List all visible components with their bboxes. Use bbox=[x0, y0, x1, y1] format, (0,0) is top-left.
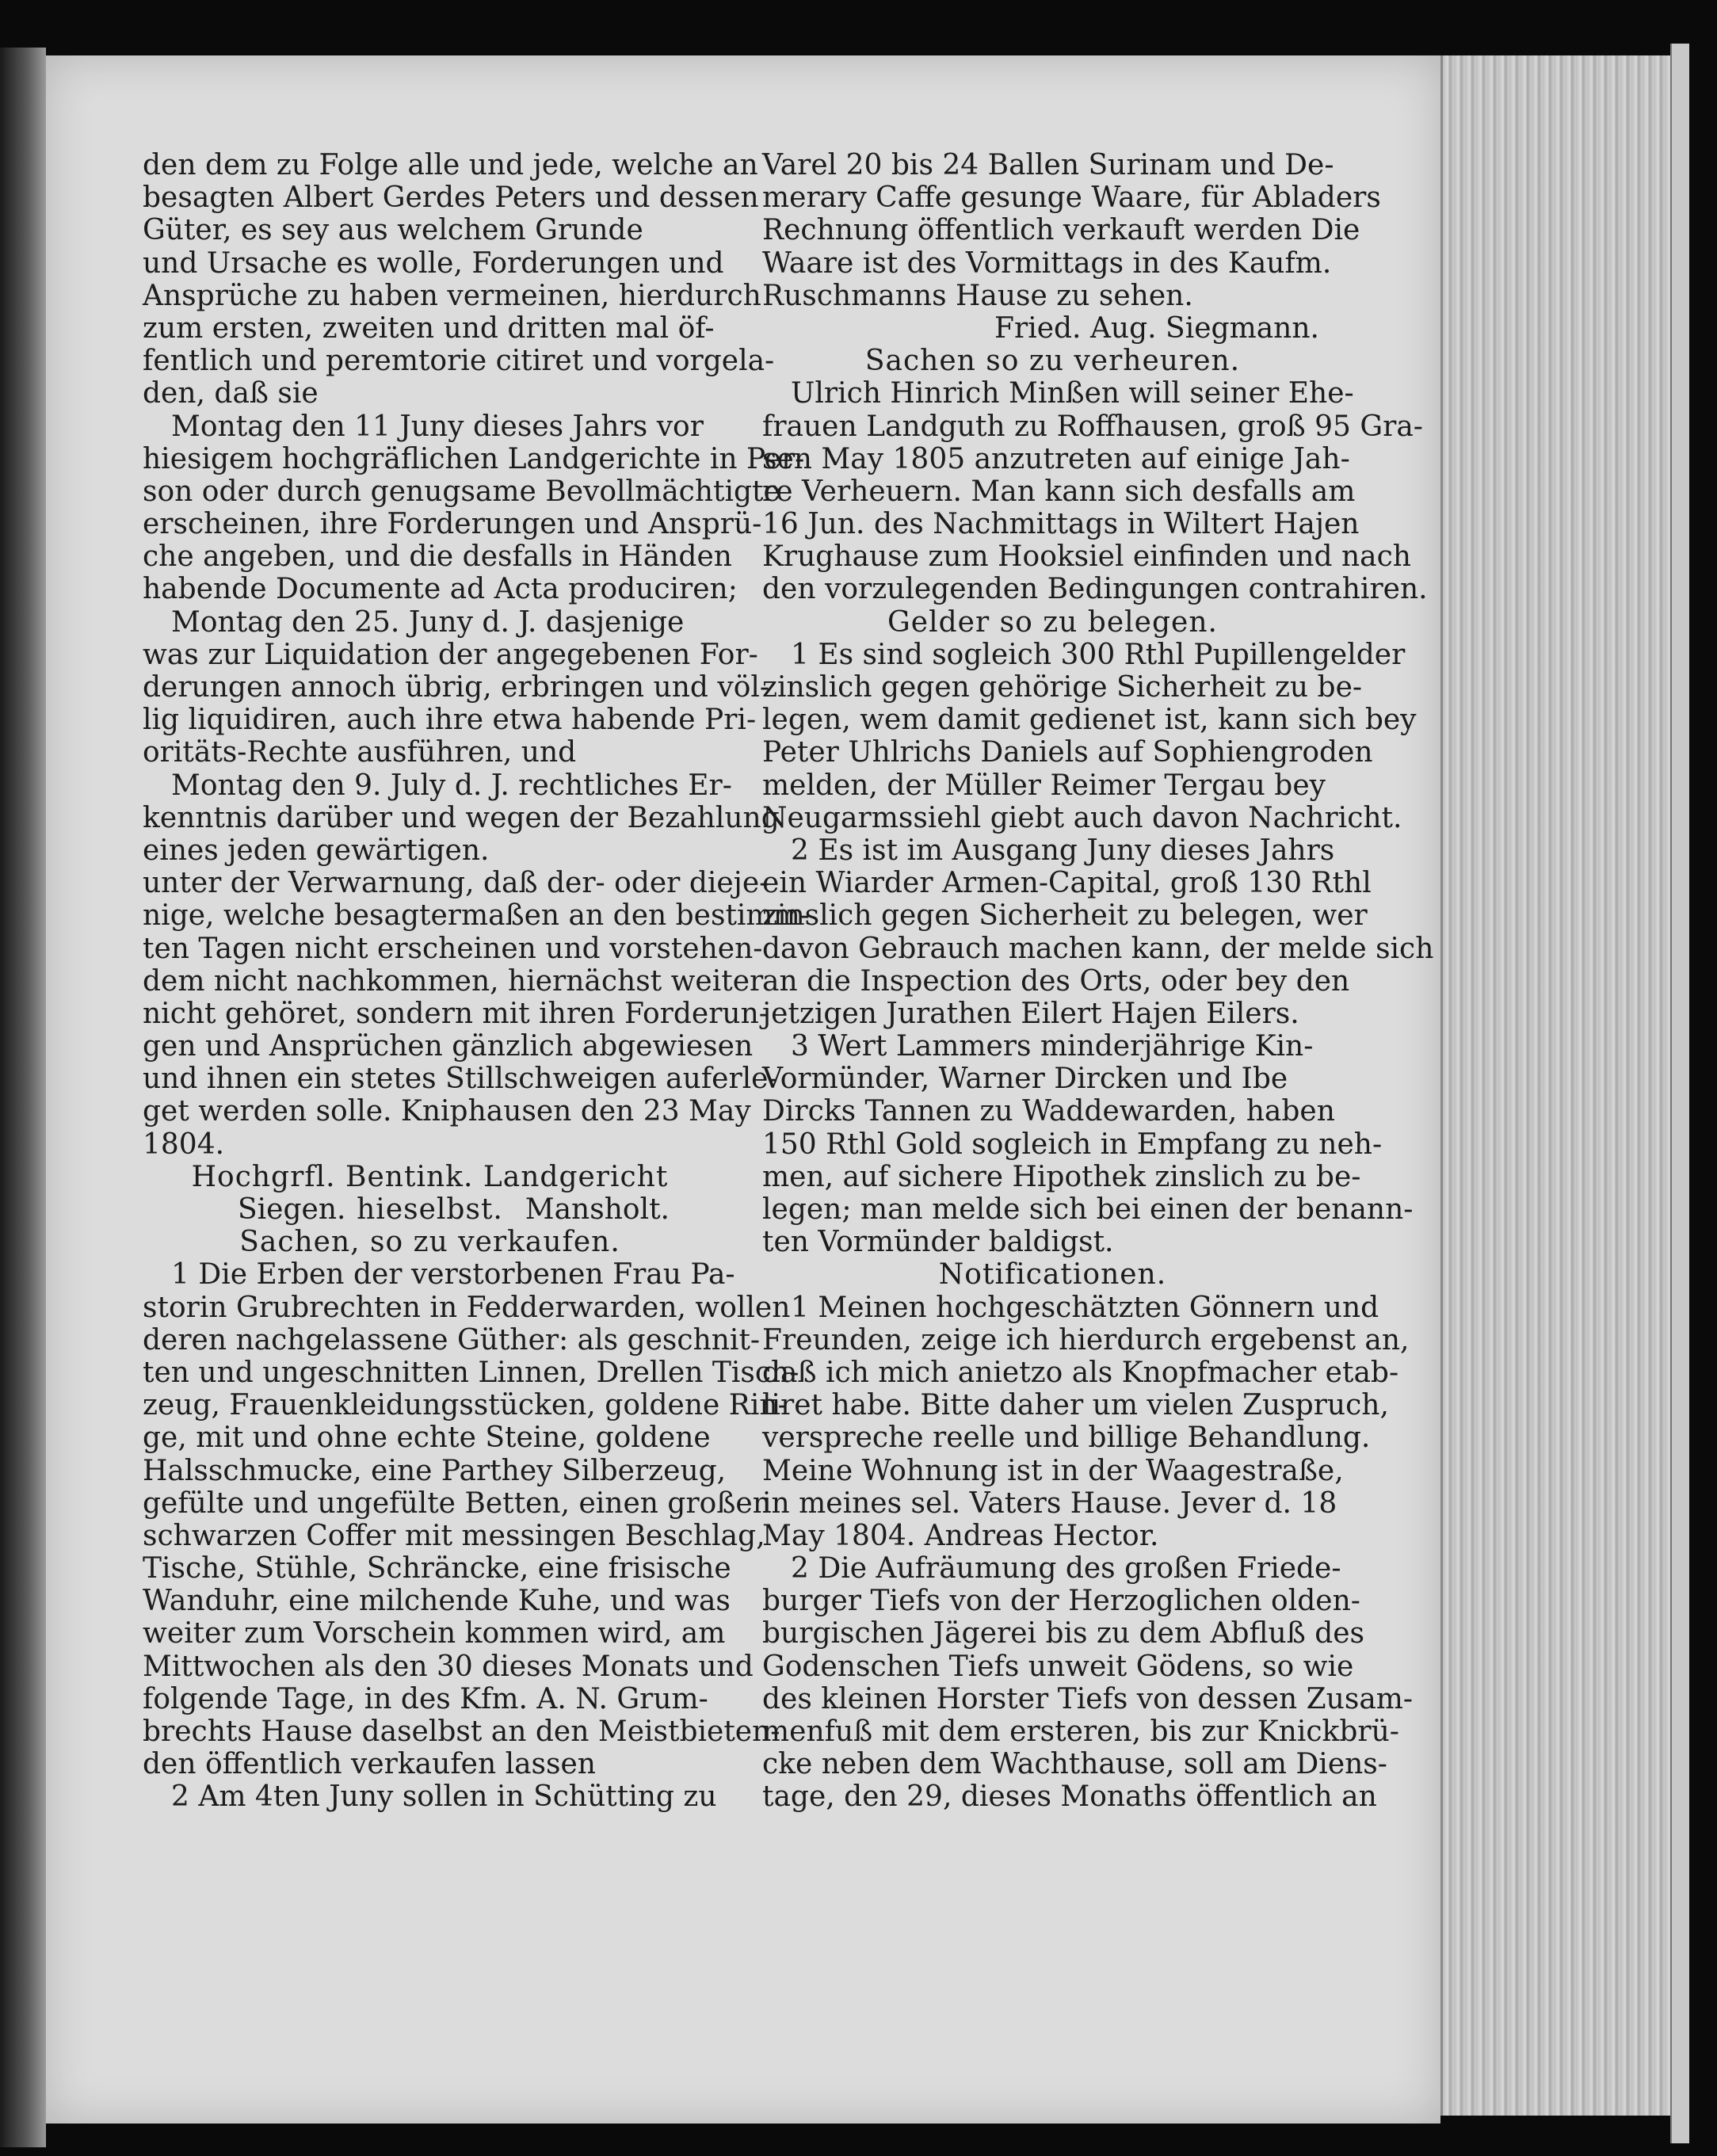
book-spine bbox=[0, 48, 46, 2147]
text-line: folgende Tage, in des Kfm. A. N. Grum- bbox=[143, 1682, 708, 1715]
book-cover-edge bbox=[1670, 44, 1689, 2143]
signature-siegmann: Fried. Aug. Siegmann. bbox=[994, 311, 1319, 345]
text-line: derungen annoch übrig, erbringen und völ- bbox=[143, 671, 770, 704]
text-line: den öffentlich verkaufen lassen bbox=[143, 1748, 596, 1781]
text-line: Ansprüche zu haben vermeinen, hierdurch bbox=[143, 279, 761, 312]
money-notices bbox=[762, 638, 1434, 1259]
text-line: kenntnis darüber und wegen der Bezahlung bbox=[143, 801, 780, 834]
text-line: ten Tagen nicht erscheinen und vorstehen- bbox=[143, 932, 763, 965]
page-edges bbox=[1440, 55, 1673, 2116]
text-line: deren nachgelassene Güther: als geschnit- bbox=[143, 1323, 761, 1357]
text-line: 16 Jun. des Nachmittags in Wiltert Hajen bbox=[762, 508, 1360, 541]
text-line: Wanduhr, eine milchende Kuhe, und was bbox=[143, 1585, 731, 1618]
text-line: burger Tiefs von der Herzoglichen olden- bbox=[762, 1585, 1360, 1618]
text-line: dem nicht nachkommen, hiernächst weiter bbox=[143, 964, 764, 998]
text-line: son oder durch genugsame Bevollmächtigte bbox=[143, 475, 780, 508]
text-line: besagten Albert Gerdes Peters und dessen bbox=[143, 181, 759, 215]
text-line: Neugarmssiehl giebt auch davon Nachricht. bbox=[762, 801, 1402, 834]
text-line: liret habe. Bitte daher um vielen Zuspruch, bbox=[762, 1389, 1389, 1422]
text-line: Rechnung öffentlich verkauft werden Die bbox=[762, 214, 1360, 247]
rent-notices bbox=[762, 377, 1428, 606]
right-column bbox=[762, 149, 1434, 1814]
text-line: weiter zum Vorschein kommen wird, am bbox=[143, 1617, 726, 1650]
text-line: und ihnen ein stetes Stillschweigen auferle- bbox=[143, 1063, 778, 1096]
text-line: Halsschmucke, eine Parthey Silberzeug, bbox=[143, 1454, 727, 1487]
text-line: Freunden, zeige ich hierdurch ergebenst an, bbox=[762, 1323, 1410, 1357]
sale-notices bbox=[143, 1258, 799, 1814]
text-line: gen und Ansprüchen gänzlich abgewiesen bbox=[143, 1030, 754, 1063]
court-name: Hochgrfl. Bentink. Landgericht hieselbst. bbox=[191, 1160, 669, 1227]
text-line: merary Caffe gesunge Waare, für Abladers bbox=[762, 181, 1381, 215]
text-line: 1 Die Erben der verstorbenen Frau Pa- bbox=[171, 1258, 735, 1292]
text-line: an die Inspection des Orts, oder bey den bbox=[762, 964, 1350, 998]
text-line: Ruschmanns Hause zu sehen. bbox=[762, 279, 1193, 312]
text-line: den, daß sie bbox=[143, 377, 319, 410]
text-line: 1 Meinen hochgeschätzten Gönnern und bbox=[791, 1291, 1379, 1324]
text-line: zum ersten, zweiten und dritten mal öf- bbox=[143, 311, 715, 345]
heading-sale: Sachen, so zu verkaufen. bbox=[239, 1226, 620, 1259]
text-line: storin Grubrechten in Fedderwarden, wollen bbox=[143, 1291, 791, 1324]
text-line: sen May 1805 anzutreten auf einige Jah- bbox=[762, 442, 1350, 475]
text-line: brechts Hause daselbst an den Meistbieten- bbox=[143, 1715, 780, 1748]
text-line: Peter Uhlrichs Daniels auf Sophiengroden bbox=[762, 736, 1373, 769]
text-line: daß ich mich anietzo als Knopfmacher etab- bbox=[762, 1356, 1399, 1389]
text-line: 2 Am 4ten Juny sollen in Schütting zu bbox=[171, 1780, 717, 1814]
text-line: schwarzen Coffer mit messingen Beschlag, bbox=[143, 1519, 765, 1552]
text-line: was zur Liquidation der angegebenen For- bbox=[143, 638, 758, 671]
signature-mansholt: Mansholt. bbox=[525, 1193, 670, 1226]
left-column bbox=[143, 149, 810, 1814]
text-line: Waare ist des Vormittags in des Kaufm. bbox=[762, 246, 1332, 280]
text-line: lig liquidiren, auch ihre etwa habende Pri- bbox=[143, 704, 757, 737]
text-line: Montag den 9. July d. J. rechtliches Er- bbox=[171, 769, 732, 802]
text-line: 3 Wert Lammers minderjährige Kin- bbox=[791, 1030, 1314, 1063]
coffee-sale-text bbox=[762, 149, 1381, 312]
text-line: hiesigem hochgräflichen Landgerichte in Per- bbox=[143, 442, 805, 475]
text-line: melden, der Müller Reimer Tergau bey bbox=[762, 769, 1326, 802]
text-line: Meine Wohnung ist in der Waagestraße, bbox=[762, 1454, 1344, 1487]
text-line: ge, mit und ohne echte Steine, goldene bbox=[143, 1421, 711, 1455]
court-summons-text bbox=[143, 149, 810, 1161]
text-line: zinslich gegen Sicherheit zu belegen, wer bbox=[762, 899, 1368, 933]
text-line: fentlich und peremtorie citiret und vorgela- bbox=[143, 345, 775, 378]
signature-siegen: Siegen. bbox=[238, 1193, 346, 1226]
text-line: ein Wiarder Armen-Capital, groß 130 Rthl bbox=[762, 867, 1372, 900]
text-line: davon Gebrauch machen kann, der melde sich bbox=[762, 932, 1434, 965]
text-line: Vormünder, Warner Dircken und Ibe bbox=[762, 1063, 1288, 1096]
text-line: den dem zu Folge alle und jede, welche an bbox=[143, 149, 758, 181]
text-line: in meines sel. Vaters Hause. Jever d. 18 bbox=[762, 1486, 1337, 1520]
text-line: unter der Verwarnung, daß der- oder dieje- bbox=[143, 867, 769, 900]
text-line: nicht gehöret, sondern mit ihren Forderun- bbox=[143, 997, 769, 1030]
text-line: get werden solle. Kniphausen den 23 May bbox=[143, 1095, 751, 1128]
text-line: frauen Landguth zu Roffhausen, groß 95 Gra- bbox=[762, 410, 1423, 443]
text-line: che angeben, und die desfalls in Händen bbox=[143, 540, 732, 574]
text-line: Tische, Stühle, Schräncke, eine frisische bbox=[143, 1552, 731, 1586]
text-line: re Verheuern. Man kann sich desfalls am bbox=[762, 475, 1356, 508]
text-line: zinslich gegen gehörige Sicherheit zu be- bbox=[762, 671, 1363, 704]
text-line: des kleinen Horster Tiefs von dessen Zusam- bbox=[762, 1682, 1414, 1715]
text-line: ten und ungeschnitten Linnen, Drellen Tisch- bbox=[143, 1356, 799, 1389]
text-line: Montag den 11 Juny dieses Jahrs vor bbox=[171, 410, 704, 443]
text-line: und Ursache es wolle, Forderungen und bbox=[143, 246, 724, 280]
text-line: Mittwochen als den 30 dieses Monats und bbox=[143, 1650, 754, 1683]
text-line: Ulrich Hinrich Minßen will seiner Ehe- bbox=[791, 377, 1354, 410]
heading-rent: Sachen so zu verheuren. bbox=[864, 345, 1241, 378]
text-line: ten Vormünder baldigst. bbox=[762, 1226, 1114, 1259]
text-line: May 1804. Andreas Hector. bbox=[762, 1519, 1159, 1552]
text-line: habende Documente ad Acta produciren; bbox=[143, 573, 738, 606]
text-line: 1 Es sind sogleich 300 Rthl Pupillengelder bbox=[791, 638, 1406, 671]
text-line: Godenschen Tiefs unweit Gödens, so wie bbox=[762, 1650, 1354, 1683]
heading-money: Gelder so zu belegen. bbox=[887, 605, 1218, 639]
text-line: 2 Es ist im Ausgang Juny dieses Jahrs bbox=[791, 834, 1335, 867]
text-line: gefülte und ungefülte Betten, einen großen bbox=[143, 1486, 771, 1520]
text-line: Güter, es sey aus welchem Grunde bbox=[143, 214, 643, 247]
text-line: legen, wem damit gedienet ist, kann sich bey bbox=[762, 704, 1417, 737]
text-line: nige, welche besagtermaßen an den bestimm- bbox=[143, 899, 810, 933]
text-line: jetzigen Jurathen Eilert Hajen Eilers. bbox=[762, 997, 1299, 1030]
text-line: legen; man melde sich bei einen der benann- bbox=[762, 1193, 1414, 1226]
text-line: verspreche reelle und billige Behandlung. bbox=[762, 1421, 1371, 1455]
text-line: Dircks Tannen zu Waddewarden, haben bbox=[762, 1095, 1335, 1128]
text-line: Montag den 25. Juny d. J. dasjenige bbox=[171, 605, 685, 639]
text-line: oritäts-Rechte ausführen, und bbox=[143, 736, 577, 769]
text-line: erscheinen, ihre Forderungen und Ansprü- bbox=[143, 508, 762, 541]
text-line: menfuß mit dem ersteren, bis zur Knickbrü- bbox=[762, 1715, 1399, 1748]
text-line: eines jeden gewärtigen. bbox=[143, 834, 490, 867]
text-line: den vorzulegenden Bedingungen contrahiren. bbox=[762, 573, 1428, 606]
text-line: 1804. bbox=[143, 1128, 225, 1161]
heading-notifications: Notificationen. bbox=[938, 1258, 1167, 1292]
notifications-text bbox=[762, 1291, 1414, 1814]
text-line: Krughause zum Hooksiel einfinden und nach bbox=[762, 540, 1411, 574]
text-line: Varel 20 bis 24 Ballen Surinam und De- bbox=[762, 149, 1334, 181]
text-line: tage, den 29, dieses Monaths öffentlich an bbox=[762, 1780, 1377, 1814]
text-line: cke neben dem Wachthause, soll am Diens- bbox=[762, 1748, 1387, 1781]
text-line: 2 Die Aufräumung des großen Friede- bbox=[791, 1552, 1341, 1586]
text-line: 150 Rthl Gold sogleich in Empfang zu neh- bbox=[762, 1128, 1383, 1161]
text-line: men, auf sichere Hipothek zinslich zu be- bbox=[762, 1160, 1361, 1193]
text-line: burgischen Jägerei bis zu dem Abfluß des bbox=[762, 1617, 1365, 1650]
text-line: zeug, Frauenkleidungsstücken, goldene Rin- bbox=[143, 1389, 788, 1422]
